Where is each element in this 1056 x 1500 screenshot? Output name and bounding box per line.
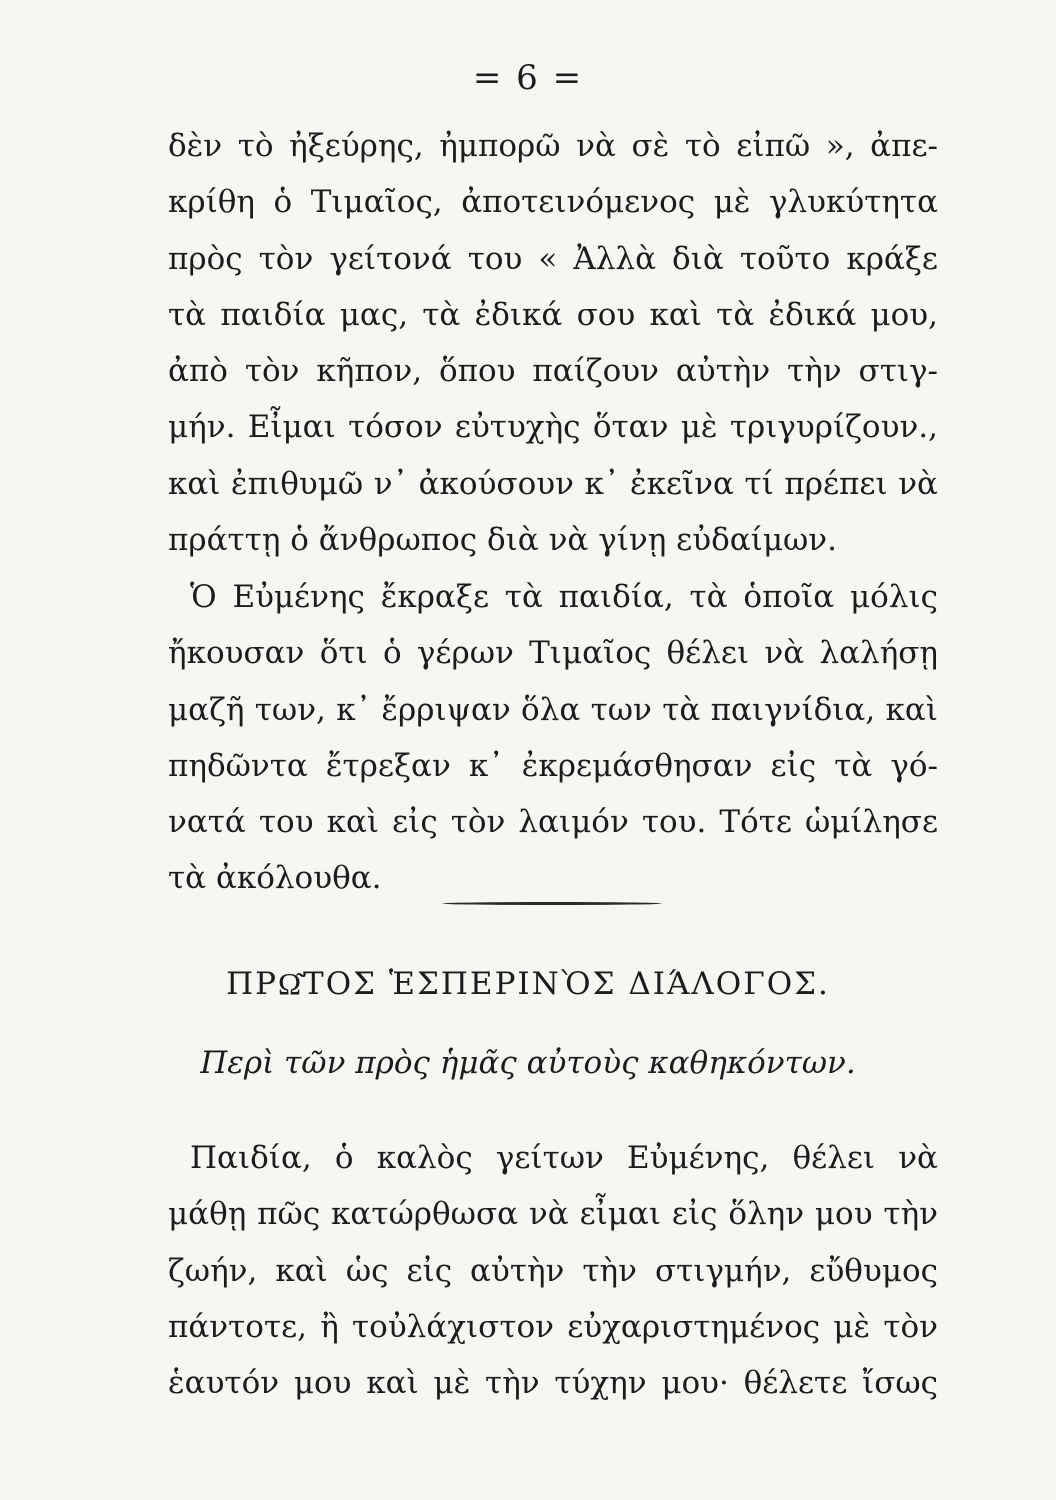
text-line: Ὁ Εὐμένης ἔκραξε τὰ παιδία, τὰ ὁποῖα μόλις: [190, 579, 938, 615]
paragraph-2: [168, 569, 938, 907]
paragraph-1: [168, 118, 938, 568]
text-line: τὰ ἀκόλουθα.: [168, 860, 382, 897]
text-line: πηδῶντα ἔτρεξαν κ᾽ ἐκρεμάσθησαν εἰς τὰ γό-: [168, 747, 938, 784]
text-line: καὶ ἐπιθυμῶ ν᾽ ἀκούσουν κ᾽ ἐκεῖνα τί πρέπει νὰ: [168, 465, 938, 502]
text-line: μήν. Εἶμαι τόσον εὐτυχὴς ὅταν μὲ τριγυρίζουν.,: [168, 409, 938, 446]
page-number: = 6 =: [472, 58, 584, 98]
paragraph-3: [168, 1130, 938, 1411]
text-line: πρὸς τὸν γείτονά του « Ἀλλὰ διὰ τοῦτο κράξε: [168, 240, 938, 277]
text-line: ἀπὸ τὸν κῆπον, ὅπου παίζουν αὐτὴν τὴν στιγ-: [168, 353, 938, 390]
text-line: μαζῆ των, κ᾽ ἔρριψαν ὅλα των τὰ παιγνίδια, καὶ: [168, 691, 938, 728]
text-line: μάθῃ πῶς κατώρθωσα νὰ εἶμαι εἰς ὅλην μου τὴν: [168, 1196, 938, 1233]
text-line: τὰ παιδία μας, τὰ ἐδικά σου καὶ τὰ ἐδικά μου,: [168, 296, 938, 333]
section-subtitle: Περὶ τῶν πρὸς ἡμᾶς αὐτοὺς καθηκόντων.: [200, 1045, 856, 1081]
text-line: ἑαυτόν μου καὶ μὲ τὴν τύχην μου· θέλετε ἴσως: [168, 1365, 938, 1402]
section-divider: [442, 902, 662, 905]
text-line: νατά του καὶ εἰς τὸν λαιμόν του. Τότε ὡμίλησε: [168, 804, 938, 841]
text-line: ζωήν, καὶ ὡς εἰς αὐτὴν τὴν στιγμήν, εὔθυμος: [168, 1252, 938, 1289]
text-line: πράττῃ ὁ ἄνθρωπος διὰ νὰ γίνῃ εὐδαίμων.: [168, 522, 837, 559]
text-line: κρίθη ὁ Τιμαῖος, ἀποτεινόμενος μὲ γλυκύτητα: [168, 184, 938, 221]
section-title: ΠΡΩ͂ΤΟΣ ἙΣΠΕΡΙΝῸΣ ΔΙΆΛΟΓΟΣ.: [226, 966, 830, 1002]
text-line: δὲν τὸ ἠξεύρης, ἠμπορῶ νὰ σὲ τὸ εἰπῶ », ἀπε-: [168, 128, 938, 164]
text-line: πάντοτε, ἢ τοὐλάχιστον εὐχαριστημένος μὲ τὸν: [168, 1308, 938, 1345]
text-line: Παιδία, ὁ καλὸς γείτων Εὐμένης, θέλει νὰ: [190, 1140, 938, 1176]
text-line: ἤκουσαν ὅτι ὁ γέρων Τιμαῖος θέλει νὰ λαλήσῃ: [168, 635, 938, 672]
